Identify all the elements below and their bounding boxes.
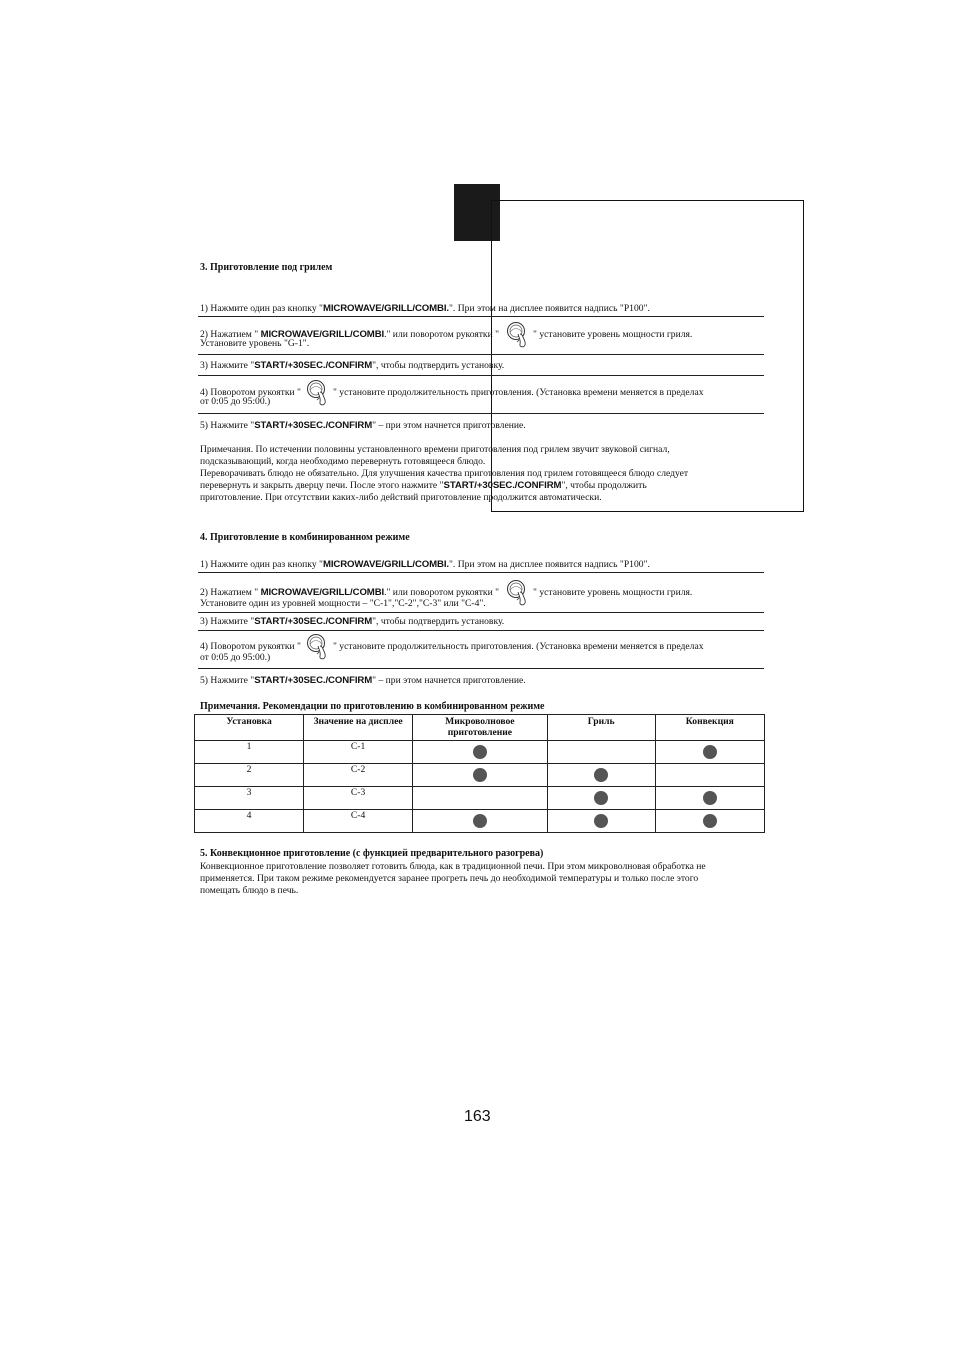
section4-step3: 3) Нажмите "START/+30SEC./CONFIRM", чтобы подтвердить установку.	[200, 616, 505, 627]
divider	[198, 572, 764, 573]
microwave-grill-combi-button-label: MICROWAVE/GRILL/COMBI.	[322, 303, 450, 314]
header-grill: Гриль	[547, 715, 655, 741]
header-display-value: Значение на дисплее	[304, 715, 413, 741]
section4-step4-line2: от 0:05 до 95:00.)	[200, 652, 271, 663]
filled-circle-icon	[473, 814, 487, 828]
divider	[198, 375, 764, 376]
cell-convection	[655, 764, 764, 787]
cell-convection	[655, 741, 764, 764]
divider	[198, 316, 764, 317]
section3-step2: 2) Нажатием " MICROWAVE/GRILL/COMBI." или поворотом рукоятки " " установите уровень мощности гриля.	[200, 320, 692, 350]
section4-step2-line2: Установите один из уровней мощности – "C-1","C-2","C-3" или "C-4".	[200, 598, 486, 609]
cell-display-value: C-4	[304, 810, 413, 833]
filled-circle-icon	[703, 745, 717, 759]
cell-setting: 2	[195, 764, 304, 787]
cell-display-value: C-1	[304, 741, 413, 764]
header-microwave: Микроволновое приготовление	[412, 715, 547, 741]
start-confirm-button-label: START/+30SEC./CONFIRM	[254, 420, 373, 431]
cell-display-value: C-3	[304, 787, 413, 810]
filled-circle-icon	[473, 745, 487, 759]
filled-circle-icon	[703, 814, 717, 828]
section3-step5: 5) Нажмите "START/+30SEC./CONFIRM" – при этом начнется приготовление.	[200, 420, 526, 431]
start-confirm-button-label: START/+30SEC./CONFIRM	[443, 480, 562, 491]
cell-microwave	[412, 741, 547, 764]
filled-circle-icon	[594, 791, 608, 805]
section3-step2-line2: Установите уровень "G-1".	[200, 338, 310, 349]
rotary-knob-icon	[505, 578, 529, 608]
divider	[198, 668, 764, 669]
cell-convection	[655, 787, 764, 810]
start-confirm-button-label: START/+30SEC./CONFIRM	[254, 675, 373, 686]
filled-circle-icon	[473, 768, 487, 782]
section4-step2: 2) Нажатием " MICROWAVE/GRILL/COMBI." или поворотом рукоятки " " установите уровень мощности гриля.	[200, 578, 692, 608]
table-row	[195, 810, 765, 833]
page-number: 163	[464, 1108, 491, 1125]
section4-step4: 4) Поворотом рукоятки " " установите продолжительность приготовления. (Установка времени меняется в пределах	[200, 632, 704, 662]
table-title: Примечания. Рекомендации по приготовлению в комбинированном режиме	[200, 701, 545, 712]
header-setting: Установка	[195, 715, 304, 741]
cell-convection	[655, 810, 764, 833]
header-convection: Конвекция	[655, 715, 764, 741]
cell-grill	[547, 764, 655, 787]
divider	[198, 630, 764, 631]
cell-microwave	[412, 787, 547, 810]
cell-setting: 1	[195, 741, 304, 764]
cell-setting: 4	[195, 810, 304, 833]
divider	[198, 354, 764, 355]
cell-grill	[547, 810, 655, 833]
table-header-row	[195, 715, 765, 741]
rotary-knob-icon	[305, 632, 329, 662]
table-row	[195, 764, 765, 787]
cell-display-value: C-2	[304, 764, 413, 787]
microwave-grill-combi-button-label: MICROWAVE/GRILL/COMBI	[260, 587, 385, 599]
start-confirm-button-label: START/+30SEC./CONFIRM	[254, 616, 373, 627]
section5-heading: 5. Конвекционное приготовление (с функцией предварительного разогрева)	[200, 848, 544, 859]
cell-microwave	[412, 764, 547, 787]
section3-step3: 3) Нажмите "START/+30SEC./CONFIRM", чтобы подтвердить установку.	[200, 360, 505, 371]
table-row	[195, 741, 765, 764]
divider	[198, 612, 764, 613]
rotary-knob-icon	[505, 320, 529, 350]
section3-step4: 4) Поворотом рукоятки " " установите продолжительность приготовления. (Установка времени меняется в пределах	[200, 378, 704, 408]
section3-step4-line2: от 0:05 до 95:00.)	[200, 396, 271, 407]
filled-circle-icon	[594, 768, 608, 782]
section3-heading: 3. Приготовление под грилем	[200, 262, 333, 273]
section3-step1: 1) Нажмите один раз кнопку "MICROWAVE/GRILL/COMBI.". При этом на дисплее появится надпись "P100".	[200, 303, 650, 314]
cell-setting: 3	[195, 787, 304, 810]
filled-circle-icon	[703, 791, 717, 805]
section4-step1: 1) Нажмите один раз кнопку "MICROWAVE/GRILL/COMBI.". При этом на дисплее появится надпись "P100".	[200, 559, 650, 570]
section4-heading: 4. Приготовление в комбинированном режиме	[200, 532, 410, 543]
cell-microwave	[412, 810, 547, 833]
section3-notes: Примечания. По истечении половины установленного времени приготовления под грилем звучит звуковой сигнал, подсказывающий, когда необходимо перевернуть готовящееся блюдо. Переворачивать блюдо не обязательно. Для улучшения качества приготовления под грилем готовящееся блюдо следует перевернуть и закрыть дверцу печи. После этого нажмите "START/+30SEC./CONFIRM", чтобы продолжить приготовление. При отсутствии каких-либо действий приготовление продолжится автоматически.	[200, 444, 689, 503]
cell-grill	[547, 787, 655, 810]
cell-grill	[547, 741, 655, 764]
divider	[198, 413, 764, 414]
table-row	[195, 787, 765, 810]
section4-step5: 5) Нажмите "START/+30SEC./CONFIRM" – при этом начнется приготовление.	[200, 675, 526, 686]
start-confirm-button-label: START/+30SEC./CONFIRM	[254, 360, 373, 371]
microwave-grill-combi-button-label: MICROWAVE/GRILL/COMBI.	[322, 559, 450, 570]
microwave-grill-combi-button-label: MICROWAVE/GRILL/COMBI	[260, 329, 385, 341]
rotary-knob-icon	[305, 378, 329, 408]
section5-body: Конвекционное приготовление позволяет готовить блюда, как в традиционной печи. При этом микроволновая обработка не применяется. При таком режиме рекомендуется заранее прогреть печь до необходимой температуры и только после этого помещать блюдо в печь.	[200, 861, 706, 896]
filled-circle-icon	[594, 814, 608, 828]
combination-mode-table	[194, 714, 765, 833]
